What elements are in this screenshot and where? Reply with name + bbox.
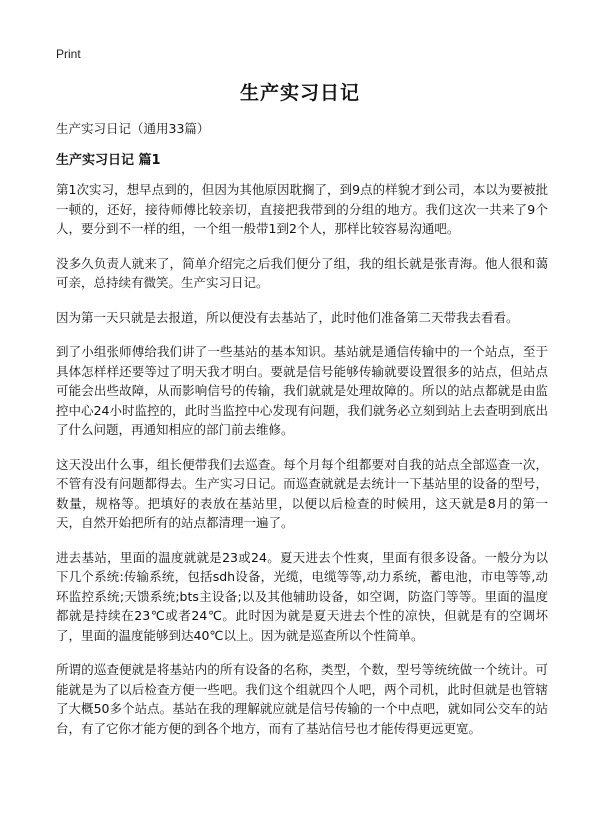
section-heading: 生产实习日记 篇1 bbox=[56, 153, 161, 168]
document-title: 生产实习日记 bbox=[239, 82, 360, 104]
paragraph-3: 因为第一天只就是去报道，所以便没有去基站了，此时他们准备第二天带我去看看。 bbox=[56, 309, 519, 325]
document-body bbox=[56, 120, 548, 753]
paragraph-7: 所谓的巡查便就是将基站内的所有设备的名称，类型，个数，型号等统统做一个统计。可能就是为了以后检查方便一些吧。我们这个组就四个人吧，两个司机，此时但就是也管辖了大概50多个站点。基站在我的理解就应就是信号传输的一个中点吧，就如同公交车的站台，有了它你才能方便的到各个地方，而有了基站信号也才能传得更远更宽。 bbox=[56, 662, 548, 736]
paragraph-2: 没多久负责人就来了，简单介绍完之后我们便分了组，我的组长就是张青海。他人很和蔼可亲，总持续有微笑。生产实习日记。 bbox=[56, 255, 548, 290]
paragraph-4: 到了小组张师傅给我们讲了一些基站的基本知识。基站就是通信传输中的一个站点，至于具体怎样样还要等过了明天我才明白。要就是信号能够传输就要设置很多的站点，但站点可能会出些故障，从而影响信号的传输，我们就就是处理故障的。所以的站点都就是由监控中心24小时监控的，此时当监控中心发现有问题，我们就务必立刻到站上去查明到底出了什么问题，再通知相应的部门前去维修。 bbox=[56, 344, 548, 437]
document-subtitle: 生产实习日记（通用33篇） bbox=[56, 121, 210, 136]
print-link[interactable]: Print bbox=[56, 47, 81, 61]
paragraph-1: 第1次实习，想早点到的，但因为其他原因耽搁了，到9点的样貌才到公司，本以为要被批一顿的，还好，接待师傅比较亲切，直接把我带到的分组的地方。我们这次一共来了9个人，要分到不一样的组，一个组一般带1到2个人，那样比较容易沟通吧。 bbox=[56, 182, 548, 236]
paragraph-6: 进去基站，里面的温度就就是23或24。夏天进去个性爽，里面有很多设备。一般分为以下几个系统:传输系统，包括sdh设备，光缆，电缆等等,动力系统，蓄电池，市电等等,动环监控系统;天馈系统;bts主设备;以及其他辅助设备，如空调，防盗门等等。里面的温度都就是持续在23℃或者24℃。此时因为就是夏天进去个性的凉快，但就是有的空调坏了，里面的温度能够到达40℃以上。因为就是巡查所以个性简单。 bbox=[56, 549, 548, 643]
paragraph-5: 这天没出什么事，组长便带我们去巡查。每个月每个组都要对自我的站点全部巡查一次，不管有没有问题都得去。生产实习日记。而巡查就就是去统计一下基站里的设备的型号，数量，规格等。把填好的表放在基站里，以便以后检查的时候用，这天就是8月的第一天，自然开始把所有的站点都清理一遍了。 bbox=[56, 456, 548, 530]
